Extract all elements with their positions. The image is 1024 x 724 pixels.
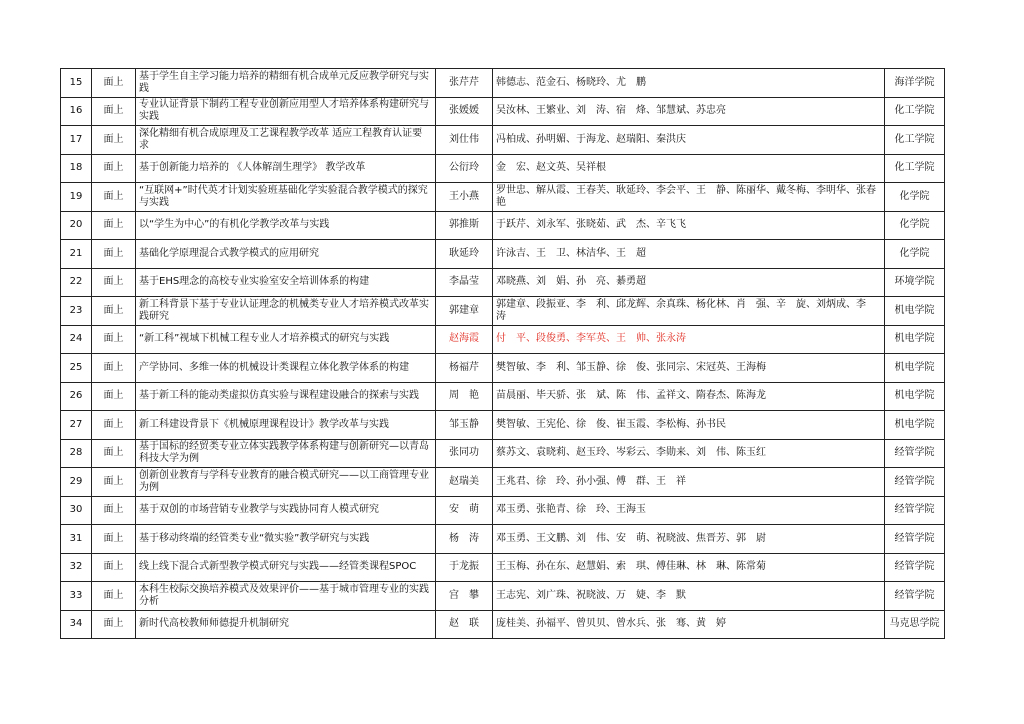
project-leader: 刘仕伟: [436, 126, 493, 155]
table-row: [61, 325, 945, 354]
table-row: [61, 439, 945, 468]
row-number: 32: [61, 553, 92, 582]
project-level: 面上: [92, 325, 136, 354]
project-members: 郭建章、段振亚、李 利、邱龙辉、余真珠、杨化林、肖 强、辛 旋、刘炳成、李 涛: [493, 297, 885, 326]
school-name: 经管学院: [885, 525, 945, 554]
row-number: 24: [61, 325, 92, 354]
project-title: 基于创新能力培养的 《人体解剖生理学》 教学改革: [136, 154, 436, 183]
table-row: [61, 268, 945, 297]
row-number: 28: [61, 439, 92, 468]
project-members: 于跃芹、刘永军、张晓茹、武 杰、辛飞飞: [493, 211, 885, 240]
project-leader: 耿延玲: [436, 240, 493, 269]
project-members: 苗晨丽、毕天骄、张 斌、陈 伟、孟祥文、隋春杰、陈海龙: [493, 382, 885, 411]
project-title: 基于新工科的能动类虚拟仿真实验与课程建设融合的探索与实践: [136, 382, 436, 411]
project-members: 吴汝林、王繁业、刘 涛、宿 烽、邹慧斌、苏忠亮: [493, 97, 885, 126]
table-row: [61, 297, 945, 326]
table-row: [61, 69, 945, 98]
school-name: 机电学院: [885, 382, 945, 411]
project-level: 面上: [92, 382, 136, 411]
project-title: 基础化学原理混合式教学模式的应用研究: [136, 240, 436, 269]
project-leader: 王小燕: [436, 183, 493, 212]
school-name: 机电学院: [885, 297, 945, 326]
project-leader: 周 艳: [436, 382, 493, 411]
school-name: 经管学院: [885, 553, 945, 582]
school-name: 经管学院: [885, 582, 945, 611]
school-name: 经管学院: [885, 439, 945, 468]
project-level: 面上: [92, 154, 136, 183]
project-title: 线上线下混合式新型教学模式研究与实践——经管类课程SPOC: [136, 553, 436, 582]
project-title: 以“学生为中心”的有机化学教学改革与实践: [136, 211, 436, 240]
row-number: 31: [61, 525, 92, 554]
row-number: 29: [61, 468, 92, 497]
row-number: 22: [61, 268, 92, 297]
row-number: 16: [61, 97, 92, 126]
project-members: 邓玉勇、张艳青、徐 玲、王海玉: [493, 496, 885, 525]
project-title: 新工科背景下基于专业认证理念的机械类专业人才培养模式改革实践研究: [136, 297, 436, 326]
row-number: 34: [61, 610, 92, 639]
project-level: 面上: [92, 468, 136, 497]
project-leader: 李晶莹: [436, 268, 493, 297]
table-row: [61, 183, 945, 212]
project-title: “互联网+”时代英才计划实验班基础化学实验混合教学模式的探究与实践: [136, 183, 436, 212]
school-name: 马克思学院: [885, 610, 945, 639]
row-number: 15: [61, 69, 92, 98]
project-title: 基于双创的市场营销专业教学与实践协同育人模式研究: [136, 496, 436, 525]
school-name: 机电学院: [885, 354, 945, 383]
project-members: 罗世忠、解从霞、王春芙、耿延玲、李会平、王 静、陈丽华、戴冬梅、李明华、张春艳: [493, 183, 885, 212]
project-leader: 赵海霞: [436, 325, 493, 354]
row-number: 17: [61, 126, 92, 155]
project-title: 基于EHS理念的高校专业实验室安全培训体系的构建: [136, 268, 436, 297]
project-members: 邓晓燕、刘 娟、孙 亮、綦勇超: [493, 268, 885, 297]
table-row: [61, 211, 945, 240]
row-number: 23: [61, 297, 92, 326]
project-members: 樊智敏、李 利、邹玉静、徐 俊、张同宗、宋冠英、王海梅: [493, 354, 885, 383]
school-name: 化学院: [885, 211, 945, 240]
school-name: 化工学院: [885, 97, 945, 126]
school-name: 机电学院: [885, 411, 945, 440]
project-members: 王兆君、徐 玲、孙小强、傅 群、王 祥: [493, 468, 885, 497]
project-leader: 杨福芹: [436, 354, 493, 383]
project-leader: 杨 涛: [436, 525, 493, 554]
project-table: [60, 68, 945, 639]
school-name: 化学院: [885, 240, 945, 269]
school-name: 化工学院: [885, 126, 945, 155]
row-number: 30: [61, 496, 92, 525]
project-level: 面上: [92, 496, 136, 525]
school-name: 海洋学院: [885, 69, 945, 98]
row-number: 25: [61, 354, 92, 383]
table-row: [61, 468, 945, 497]
table-row: [61, 382, 945, 411]
project-leader: 张芹芹: [436, 69, 493, 98]
school-name: 化学院: [885, 183, 945, 212]
project-members: 蔡苏文、袁晓莉、赵玉玲、岑彩云、李勋来、刘 伟、陈玉红: [493, 439, 885, 468]
project-level: 面上: [92, 525, 136, 554]
project-members: 付 平、段俊勇、李军英、王 帅、张永涛: [493, 325, 885, 354]
row-number: 20: [61, 211, 92, 240]
project-leader: 郭建章: [436, 297, 493, 326]
project-leader: 郭推斯: [436, 211, 493, 240]
table-row: [61, 496, 945, 525]
table-row: [61, 97, 945, 126]
table-row: [61, 610, 945, 639]
school-name: 机电学院: [885, 325, 945, 354]
project-level: 面上: [92, 183, 136, 212]
project-leader: 于龙振: [436, 553, 493, 582]
row-number: 18: [61, 154, 92, 183]
row-number: 26: [61, 382, 92, 411]
project-members: 庞桂美、孙福平、曾贝贝、曾水兵、张 骞、黄 婷: [493, 610, 885, 639]
project-members: 冯柏成、孙明媚、于海龙、赵瑞阳、秦洪庆: [493, 126, 885, 155]
table-row: [61, 354, 945, 383]
row-number: 21: [61, 240, 92, 269]
project-members: 许泳吉、王 卫、林洁华、王 超: [493, 240, 885, 269]
project-members: 邓玉勇、王文鹏、刘 伟、安 萌、祝晓波、焦晋芳、郭 尉: [493, 525, 885, 554]
table-row: [61, 525, 945, 554]
project-level: 面上: [92, 297, 136, 326]
table-row: [61, 240, 945, 269]
row-number: 19: [61, 183, 92, 212]
project-title: 新工科建设背景下《机械原理课程设计》教学改革与实践: [136, 411, 436, 440]
project-members: 金 宏、赵文英、吴祥根: [493, 154, 885, 183]
project-level: 面上: [92, 211, 136, 240]
project-level: 面上: [92, 354, 136, 383]
project-level: 面上: [92, 126, 136, 155]
row-number: 33: [61, 582, 92, 611]
project-leader: 邹玉静: [436, 411, 493, 440]
project-title: 创新创业教育与学科专业教育的融合模式研究——以工商管理专业为例: [136, 468, 436, 497]
project-title: 本科生校际交换培养模式及效果评价——基于城市管理专业的实践分析: [136, 582, 436, 611]
table-row: [61, 126, 945, 155]
project-members: 樊智敏、王宪伦、徐 俊、崔玉霞、李松梅、孙书民: [493, 411, 885, 440]
school-name: 经管学院: [885, 468, 945, 497]
project-title: 基于移动终端的经管类专业“微实验”教学研究与实践: [136, 525, 436, 554]
project-title: “新工科”视域下机械工程专业人才培养模式的研究与实践: [136, 325, 436, 354]
project-leader: 张媛媛: [436, 97, 493, 126]
project-leader: 安 萌: [436, 496, 493, 525]
table-row: [61, 582, 945, 611]
project-title: 专业认证背景下制药工程专业创新应用型人才培养体系构建研究与实践: [136, 97, 436, 126]
project-title: 基于学生自主学习能力培养的精细有机合成单元反应教学研究与实践: [136, 69, 436, 98]
project-leader: 赵 联: [436, 610, 493, 639]
project-members: 韩德志、范金石、杨晓玲、尤 鹏: [493, 69, 885, 98]
project-leader: 张同功: [436, 439, 493, 468]
project-leader: 公衍玲: [436, 154, 493, 183]
project-level: 面上: [92, 411, 136, 440]
project-title: 新时代高校教师师德提升机制研究: [136, 610, 436, 639]
project-title: 基于国标的经贸类专业立体实践教学体系构建与创新研究—以青岛科技大学为例: [136, 439, 436, 468]
table-row: [61, 411, 945, 440]
project-leader: 宫 攀: [436, 582, 493, 611]
table-row: [61, 553, 945, 582]
project-level: 面上: [92, 69, 136, 98]
project-title: 深化精细有机合成原理及工艺课程教学改革 适应工程教育认证要求: [136, 126, 436, 155]
project-members: 王玉梅、孙在东、赵慧娟、索 琪、傅佳琳、林 琳、陈常菊: [493, 553, 885, 582]
project-table-body: [61, 69, 945, 639]
project-level: 面上: [92, 97, 136, 126]
row-number: 27: [61, 411, 92, 440]
project-members: 王志宪、刘广珠、祝晓波、万 婕、李 默: [493, 582, 885, 611]
project-level: 面上: [92, 610, 136, 639]
school-name: 化工学院: [885, 154, 945, 183]
school-name: 环境学院: [885, 268, 945, 297]
project-level: 面上: [92, 553, 136, 582]
project-title: 产学协同、多维一体的机械设计类课程立体化教学体系的构建: [136, 354, 436, 383]
project-leader: 赵瑞美: [436, 468, 493, 497]
project-level: 面上: [92, 240, 136, 269]
school-name: 经管学院: [885, 496, 945, 525]
project-level: 面上: [92, 582, 136, 611]
table-row: [61, 154, 945, 183]
project-level: 面上: [92, 268, 136, 297]
project-level: 面上: [92, 439, 136, 468]
